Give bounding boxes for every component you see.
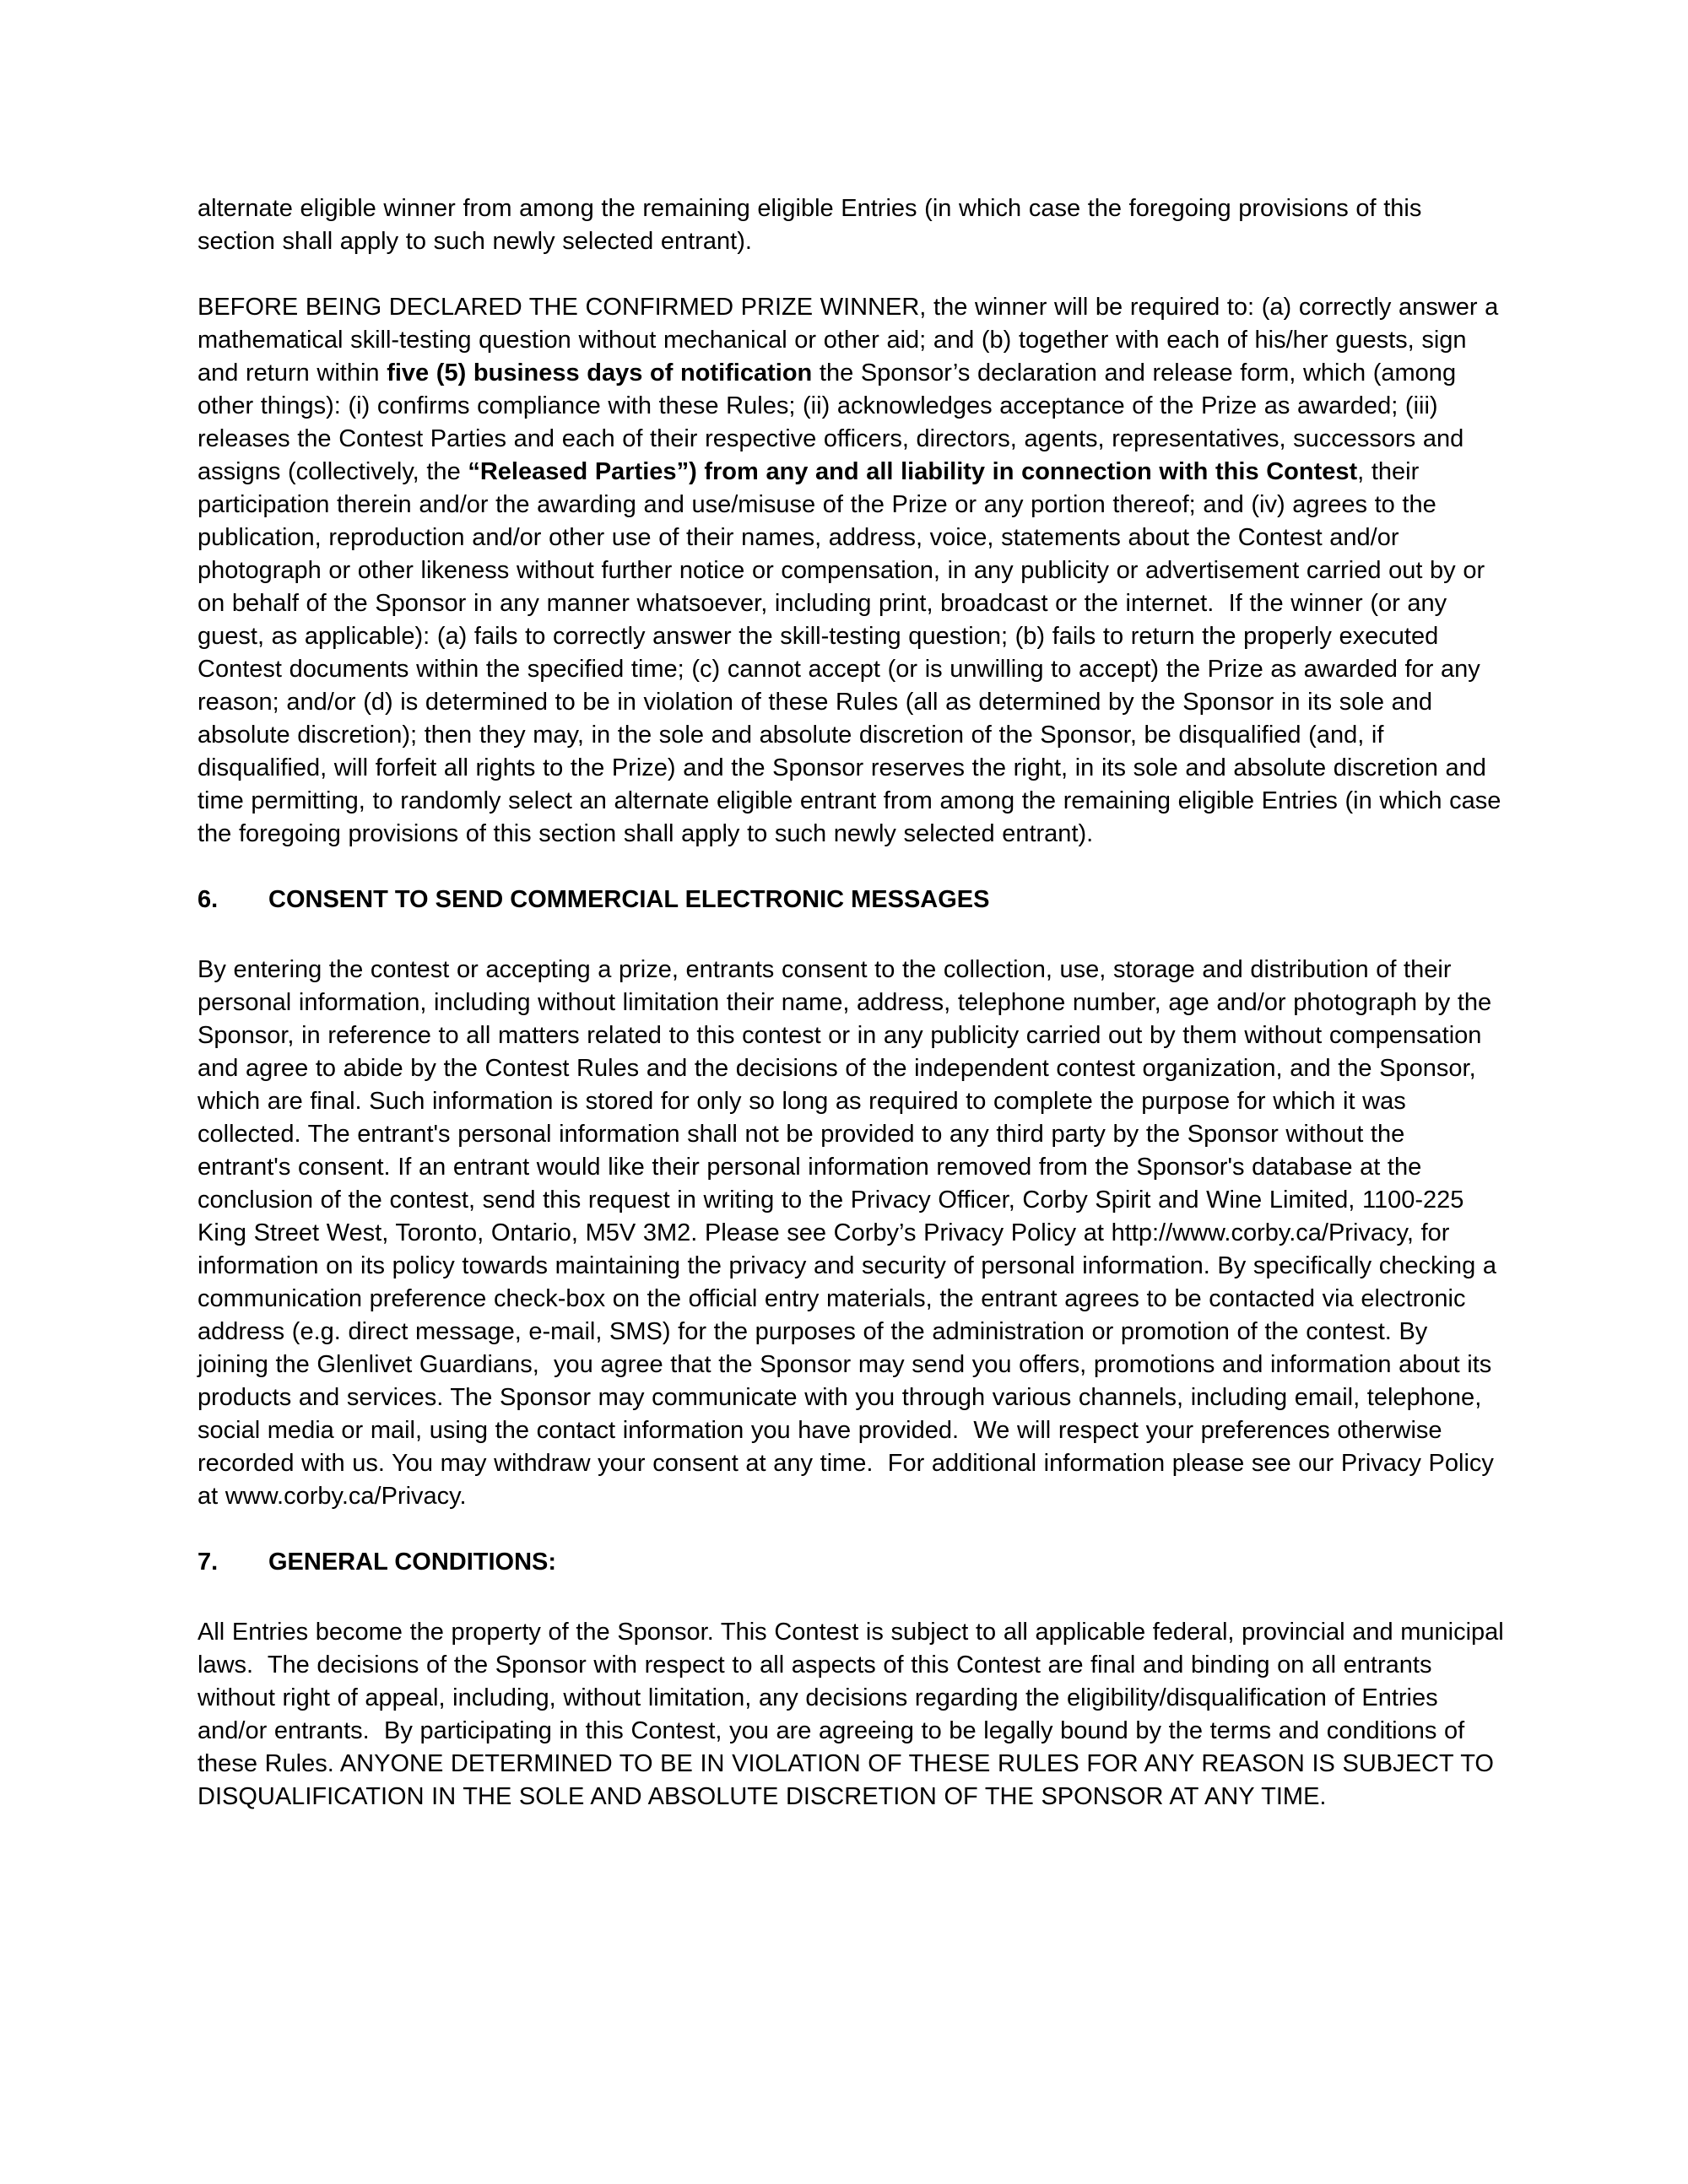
paragraph-text: , their participation therein and/or the awarding and use/misuse of the Prize or any portion thereof; and (iv) agrees to the publication, reproduction and/or other use of their names, address, voice, statements about the Contest and/or photograph or other likeness without further notice or compensation, in any publicity or advertisement carried out by or on behalf of the Sponsor in any manner whatsoever, including print, broadcast or the internet. If the winner (or any guest, as applicable): (a) fails to correctly answer the skill-testing question; (b) fails to return the properly executed Contest documents within the specified time; (c) cannot accept (or is unwilling to accept) the Prize as awarded for any reason; and/or (d) is determined to be in violation of these Rules (all as determined by the Sponsor in its sole and absolute discretion); then they may, in the sole and absolute discretion of the Sponsor, be disqualified (and, if disqualified, will forfeit all rights to the Prize) and the Sponsor reserves the right, in its sole and absolute discretion and time permitting, to randomly select an alternate eligible entrant from among the remaining eligible Entries (in which case the foregoing provisions of this section shall apply to such newly selected entrant). (197, 458, 1509, 847)
paragraph (197, 291, 1509, 851)
paragraph-text: alternate eligible winner from among the remaining eligible Entries (in which case the foregoing provisions of this section shall apply to such newly selected entrant). (197, 195, 1430, 255)
section-title: CONSENT TO SEND COMMERCIAL ELECTRONIC MESSAGES (268, 886, 990, 913)
section-number: 6. (197, 886, 219, 913)
section-heading (197, 1546, 1504, 1579)
paragraph (197, 954, 1504, 1513)
document-content (197, 192, 1512, 1846)
paragraph-text: the Sponsor’s declaration and release form, which (among other things): (i) confirms compliance with these Rules; (ii) acknowledges acceptance of the Prize as awarded; (iii) releases the Contest Parties and each of their respective officers, directors, agents, representatives, successors and assigns (collectively, the (197, 359, 1471, 485)
section-title: GENERAL CONDITIONS: (268, 1549, 557, 1576)
paragraph-text: By entering the contest or accepting a prize, entrants consent to the collection, use, storage and distribution of their personal information, including without limitation their name, address, telephone number, age and/or photograph by the Sponsor, in reference to all matters related to this contest or in any publicity carried out by them without compensation and agree to abide by the Contest Rules and the decisions of the independent contest organization, and the Sponsor, which are final. Such information is stored for only so long as required to complete the purpose for which it was collected. The entrant's personal information shall not be provided to any third party by the Sponsor without the entrant's consent. If an entrant would like their personal information removed from the Sponsor's database at the conclusion of the contest, send this request in writing to the Privacy Officer, Corby Spirit and Wine Limited, 1100-225 King Street West, Toronto, Ontario, M5V 3M2. Please see Corby’s Privacy Policy at http://www.corby.ca/Privacy, for information on its policy towards maintaining the privacy and security of personal information. By specifically checking a communication preference check-box on the official entry materials, the entrant agrees to be contacted via electronic address (e.g. direct message, e-mail, SMS) for the purposes of the administration or promotion of the contest. By joining the Glenlivet Guardians, you agree that the Sponsor may send you offers, promotions and information about its products and services. The Sponsor may communicate with you through various channels, including email, telephone, social media or mail, using the contact information you have provided. We will respect your preferences otherwise recorded with us. You may withdraw your consent at any time. For additional information please see our Privacy Policy at www.corby.ca/Privacy. (197, 956, 1504, 1510)
paragraph-text: All Entries become the property of the Sponsor. This Contest is subject to all applicable federal, provincial and municipal laws. The decisions of the Sponsor with respect to all aspects of this Contest are final and binding on all entrants without right of appeal, including, without limitation, any decisions regarding the eligibility/disqualification of Entries and/or entrants. By participating in this Contest, you are agreeing to be legally bound by the terms and conditions of these Rules. ANYONE DETERMINED TO BE IN VIOLATION OF THESE RULES FOR ANY REASON IS SUBJECT TO DISQUALIFICATION IN THE SOLE AND ABSOLUTE DISCRETION OF THE SPONSOR AT ANY TIME. (197, 1619, 1512, 1810)
section-number: 7. (197, 1549, 219, 1576)
paragraph (197, 1616, 1512, 1814)
section-heading (197, 884, 1504, 916)
paragraph-text-bold: five (5) business days of notification (387, 359, 813, 387)
paragraph (197, 192, 1504, 258)
paragraph-text: BEFORE BEING DECLARED THE CONFIRMED PRIZE WINNER, the winner will be required to: (a) correctly answer a mathematical skill-testing question without mechanical or other aid; and (b) together with each of his/her guests, sign and return within (197, 294, 1506, 387)
paragraph-text-bold: “Released Parties”) from any and all liability in connection with this Contest (468, 458, 1358, 485)
